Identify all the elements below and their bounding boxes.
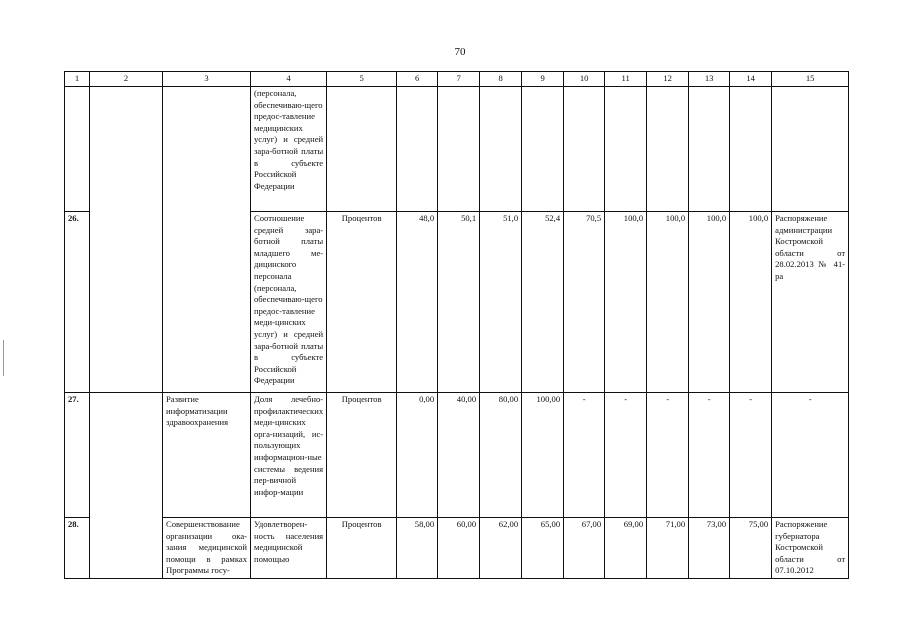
value-cell: 70,5 [564, 212, 605, 393]
column-header: 7 [438, 72, 480, 87]
column-header: 11 [605, 72, 647, 87]
value-cell: 69,00 [605, 518, 647, 579]
value-cell: 65,00 [522, 518, 564, 579]
value-cell: 50,1 [438, 212, 480, 393]
value-cell: 48,0 [397, 212, 438, 393]
value-cell: 100,0 [647, 212, 689, 393]
indicator-name: Соотношение средней зара-ботной платы младшего ме-дицинского персонала (персонала, обеспечиваю-щего предос-тавление меди-цинских услуг) и средней зара-ботной платы в субъекте Российской Федерации [251, 212, 327, 393]
task-cell: Развитие информатизации здравоохранения [163, 393, 251, 518]
value-cell: 100,0 [605, 212, 647, 393]
source-cell: Распоряжение администрации Костромской области от 28.02.2013 № 41-ра [772, 212, 849, 393]
column-header: 9 [522, 72, 564, 87]
header-row [65, 72, 849, 87]
task-cell [163, 87, 251, 393]
indicator-table [64, 71, 849, 579]
row-number: 26. [65, 212, 90, 393]
scan-margin-mark [3, 340, 4, 376]
row-number: 27. [65, 393, 90, 518]
value-cell: 51,0 [480, 212, 522, 393]
value-cell: - [647, 393, 689, 518]
value-cell: 73,00 [689, 518, 730, 579]
value-cell: 52,4 [522, 212, 564, 393]
value-cell [730, 87, 772, 212]
unit-cell [327, 87, 397, 212]
column-header: 2 [90, 72, 163, 87]
value-cell [438, 87, 480, 212]
value-cell: - [689, 393, 730, 518]
value-cell: - [730, 393, 772, 518]
task-cell: Совершенствование организации ока-зания медицинской помощи в рамках Программы госу- [163, 518, 251, 579]
column-header: 4 [251, 72, 327, 87]
row-number: 28. [65, 518, 90, 579]
indicator-name: Удовлетворен-ность населения медицинской помощью [251, 518, 327, 579]
column-header: 5 [327, 72, 397, 87]
value-cell: - [605, 393, 647, 518]
value-cell: 75,00 [730, 518, 772, 579]
value-cell: 58,00 [397, 518, 438, 579]
value-cell: 100,0 [689, 212, 730, 393]
value-cell: - [564, 393, 605, 518]
value-cell: 0,00 [397, 393, 438, 518]
table-row [65, 87, 849, 212]
column-header: 6 [397, 72, 438, 87]
source-cell: Распоряжение губернатора Костромской области от 07.10.2012 [772, 518, 849, 579]
value-cell: 60,00 [438, 518, 480, 579]
table-row [65, 518, 849, 579]
column-header: 14 [730, 72, 772, 87]
column-header: 8 [480, 72, 522, 87]
unit-cell: Процентов [327, 393, 397, 518]
source-cell [772, 87, 849, 212]
unit-cell: Процентов [327, 518, 397, 579]
indicator-name: Доля лечебно-профилактических меди-цинских орга-низаций, ис-пользующих информацион-ные системы ведения пер-вичной инфор-мации [251, 393, 327, 518]
value-cell [647, 87, 689, 212]
indicator-name: (персонала, обеспечиваю-щего предос-тавление медицинских услуг) и средней зара-ботной платы в субъекте Российской Федерации [251, 87, 327, 212]
table-row [65, 393, 849, 518]
value-cell: 80,00 [480, 393, 522, 518]
value-cell [397, 87, 438, 212]
value-cell: 100,0 [730, 212, 772, 393]
value-cell [480, 87, 522, 212]
goal-cell [90, 87, 163, 393]
row-number [65, 87, 90, 212]
column-header: 10 [564, 72, 605, 87]
source-cell: - [772, 393, 849, 518]
page-number: 70 [454, 46, 466, 58]
value-cell [522, 87, 564, 212]
value-cell [605, 87, 647, 212]
value-cell: 67,00 [564, 518, 605, 579]
value-cell: 62,00 [480, 518, 522, 579]
unit-cell: Процентов [327, 212, 397, 393]
column-header: 12 [647, 72, 689, 87]
column-header: 1 [65, 72, 90, 87]
column-header: 13 [689, 72, 730, 87]
value-cell: 40,00 [438, 393, 480, 518]
goal-cell [90, 393, 163, 579]
value-cell: 100,00 [522, 393, 564, 518]
value-cell: 71,00 [647, 518, 689, 579]
column-header: 15 [772, 72, 849, 87]
value-cell [564, 87, 605, 212]
value-cell [689, 87, 730, 212]
column-header: 3 [163, 72, 251, 87]
